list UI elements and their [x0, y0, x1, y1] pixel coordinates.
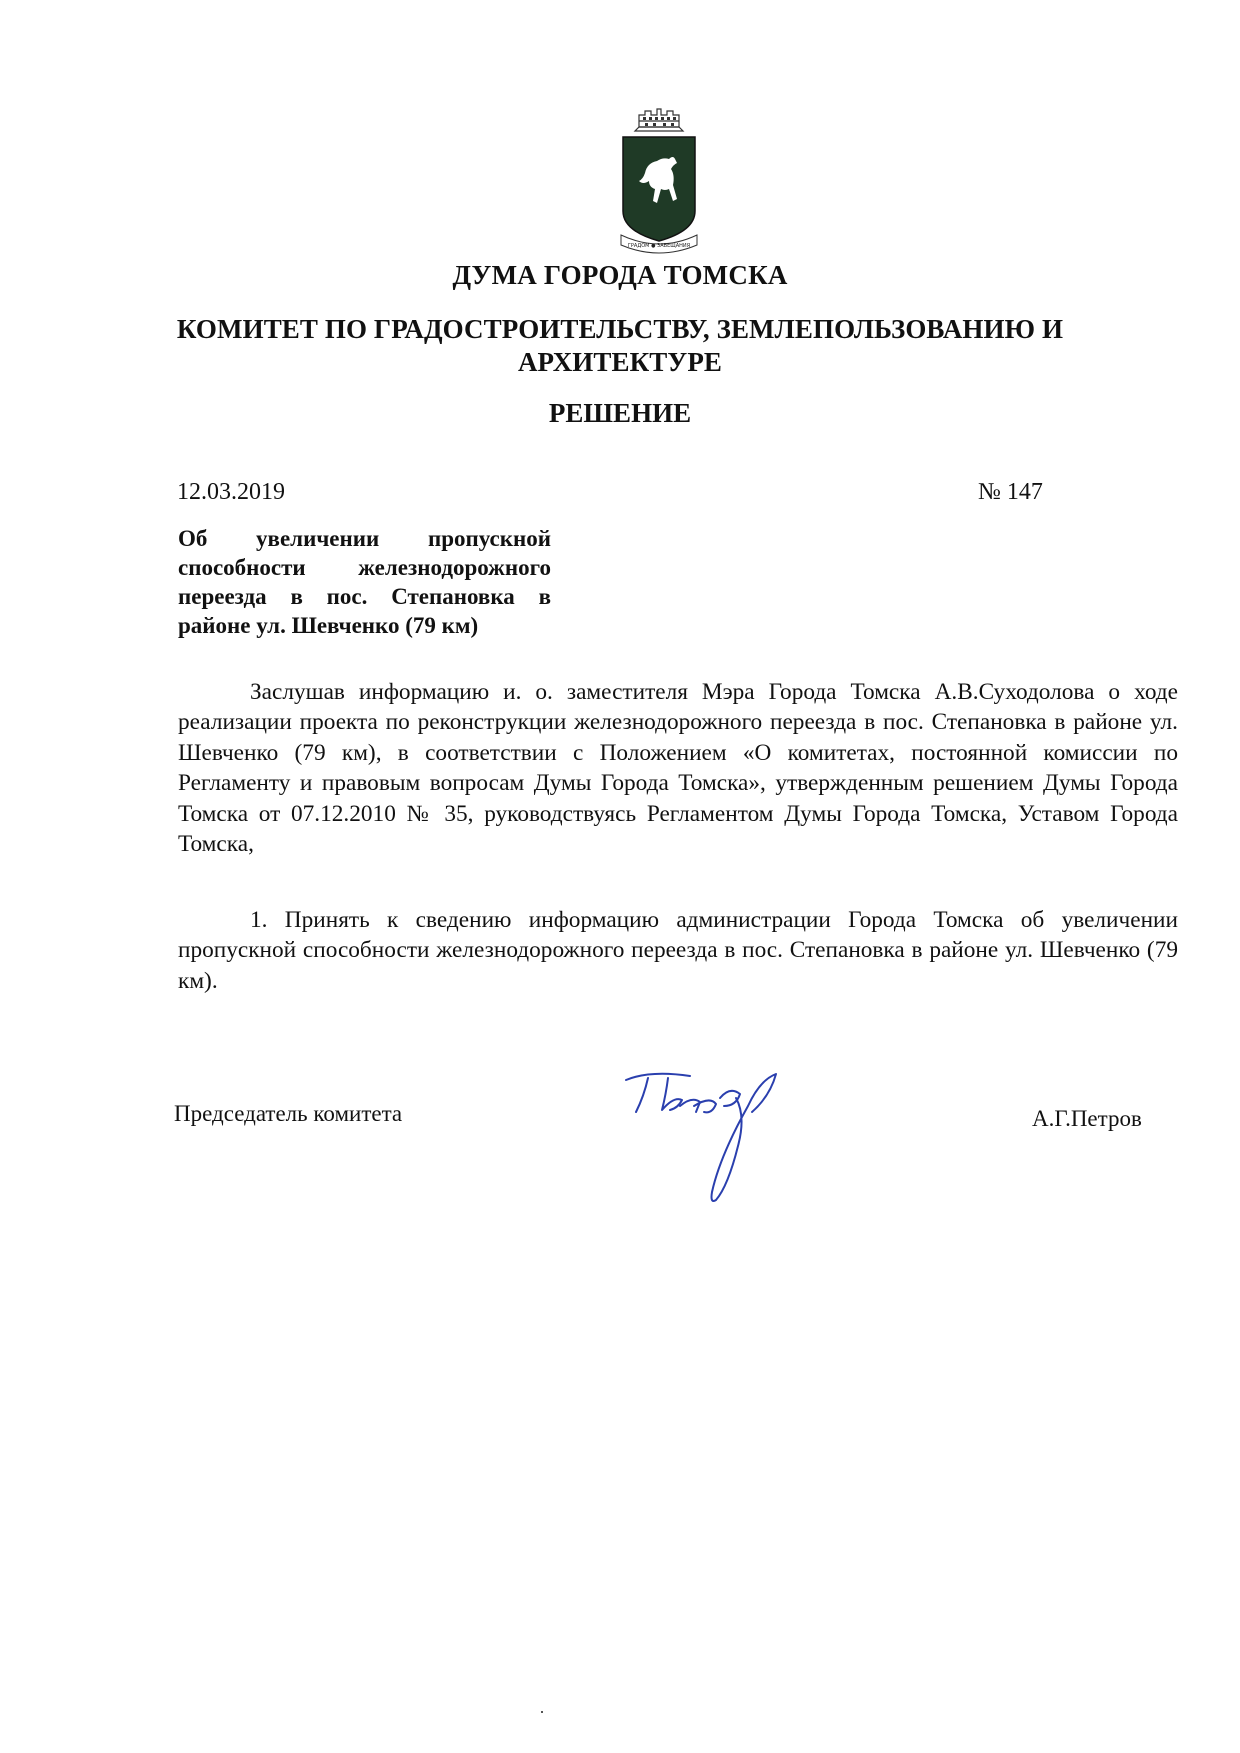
- signatory-name: А.Г.Петров: [1032, 1106, 1142, 1131]
- intro-paragraph: Заслушав информацию и. о. заместителя Мэра Города Томска А.В.Суходолова о ходе реализации проекта по реконструкции железнодорожного переезда в пос. Степановка в районе ул. Шевченко (79 км), в соответствии с Положением «О комитетах, постоянной комиссии по Регламенту и правовым вопросам Думы Города Томска», утвержденным решением Думы Города Томска от 07.12.2010 № 35, руководствуясь Регламентом Думы Города Томска, Уставом Города Томска,: [178, 679, 1178, 858]
- committee-title-text: КОМИТЕТ ПО ГРАДОСТРОИТЕЛЬСТВУ, ЗЕМЛЕПОЛЬЗОВАНИЮ И АРХИТЕКТУРЕ: [176, 314, 1064, 377]
- document-date: 12.03.2019: [177, 479, 285, 505]
- coat-of-arms-icon: [617, 103, 701, 259]
- handwritten-signature: [620, 1066, 790, 1211]
- document-subject: Об увеличении пропускной способности железнодорожного переезда в пос. Степановка в районе ул. Шевченко (79 км): [178, 526, 551, 638]
- decision-point-1: 1. Принять к сведению информацию администрации Города Томска об увеличении пропускной способности железнодорожного переезда в пос. Степановка в районе ул. Шевченко (79 км).: [178, 907, 1178, 994]
- committee-title: [0, 313, 1240, 379]
- duma-title: ДУМА ГОРОДА ТОМСКА: [452, 260, 788, 290]
- coat-motto: ГРАДОМ ● ЗАВЕЩАНИЯ: [627, 243, 691, 249]
- document-number: № 147: [978, 479, 1043, 505]
- scan-speck: [541, 1711, 543, 1713]
- signatory-position: Председатель комитета: [174, 1101, 403, 1126]
- decision-title: РЕШЕНИЕ: [548, 398, 692, 428]
